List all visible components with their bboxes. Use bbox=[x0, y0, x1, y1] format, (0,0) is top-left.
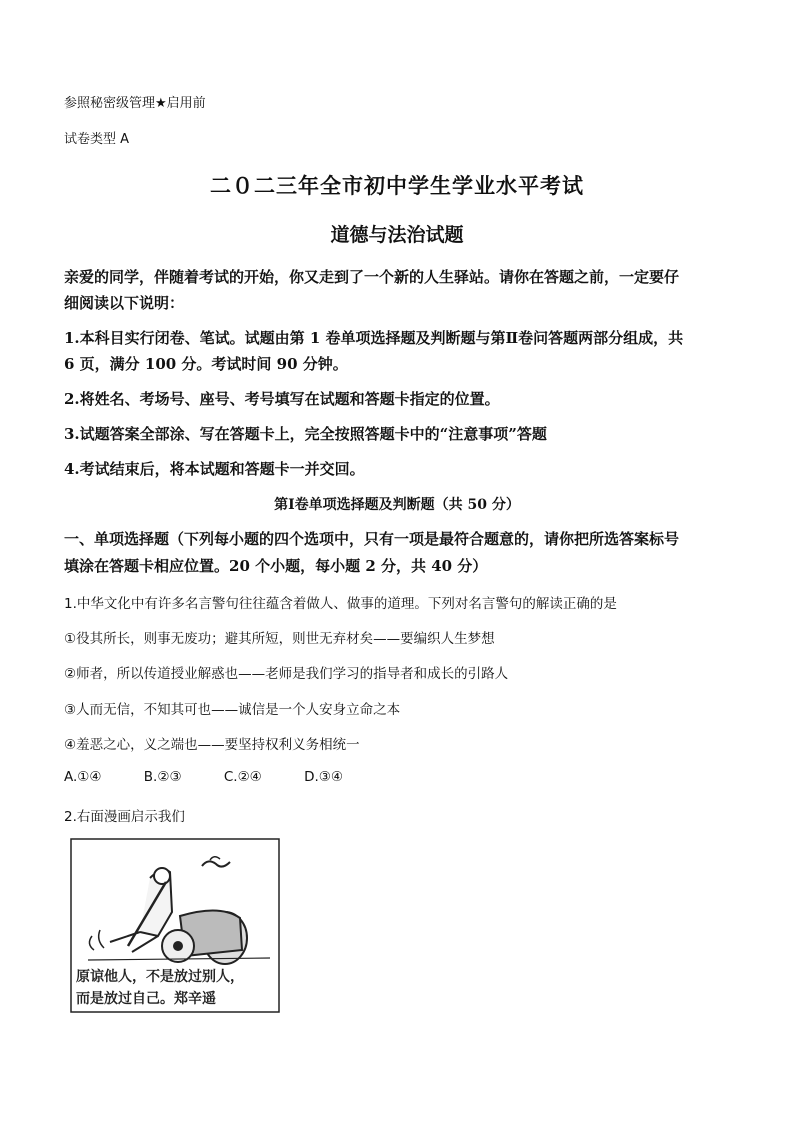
option-d: D.③④ bbox=[304, 769, 343, 785]
instruction-2: 2.将姓名、考场号、座号、考号填写在试题和答题卡指定的位置。 bbox=[64, 390, 500, 408]
exam-subtitle: 道德与法治试题 bbox=[330, 224, 464, 246]
part1-instruction-line-2: 填涂在答题卡相应位置。20 个小题，每小题 2 分，共 40 分） bbox=[64, 557, 488, 575]
question-1-options bbox=[64, 769, 381, 785]
option-c: C.②④ bbox=[223, 769, 262, 785]
option-a: A.①④ bbox=[64, 769, 102, 785]
comic-illustration bbox=[70, 838, 280, 1013]
intro-line-1: 亲爱的同学，伴随着考试的开始，你又走到了一个新的人生驿站。请你在答题之前，一定要仔 bbox=[64, 268, 680, 286]
exam-title: 二０二三年全市初中学生学业水平考试 bbox=[210, 173, 584, 198]
paper-type-label: 试卷类型 A bbox=[64, 132, 130, 147]
question-1-statement-3: ③人而无信，不知其可也——诚信是一个人安身立命之本 bbox=[64, 702, 401, 718]
intro-line-2: 细阅读以下说明： bbox=[64, 294, 185, 312]
part1-instruction-line-1: 一、单项选择题（下列每小题的四个选项中，只有一项是最符合题意的，请你把所选答案标号 bbox=[64, 530, 680, 548]
comic-caption-line-1: 原谅他人，不是放过别人， bbox=[76, 969, 244, 985]
comic-caption-line-2: 而是放过自己。郑辛遥 bbox=[76, 991, 216, 1007]
instruction-4: 4.考试结束后，将本试题和答题卡一并交回。 bbox=[64, 460, 365, 478]
question-1-statement-1: ①役其所长，则事无废功；避其所短，则世无弃材矣——要编织人生梦想 bbox=[64, 631, 495, 647]
question-1-statement-4: ④羞恶之心，义之端也——要坚持权利义务相统一 bbox=[64, 737, 360, 753]
secrecy-label: 参照秘密级管理★启用前 bbox=[64, 96, 206, 111]
instruction-3: 3.试题答案全部涂、写在答题卡上，完全按照答题卡中的“注意事项”答题 bbox=[64, 425, 547, 443]
instruction-1-line-2: 6 页，满分 100 分。考试时间 90 分钟。 bbox=[64, 355, 348, 373]
question-1-stem: 1.中华文化中有许多名言警句往往蕴含着做人、做事的道理。下列对名言警句的解读正确的是 bbox=[64, 596, 617, 612]
question-1-statement-2: ②师者，所以传道授业解惑也——老师是我们学习的指导者和成长的引路人 bbox=[64, 666, 509, 682]
option-b: B.②③ bbox=[143, 769, 182, 785]
comic-drawing bbox=[70, 838, 280, 1013]
section-heading: 第Ⅰ卷单项选择题及判断题（共 50 分） bbox=[274, 497, 520, 513]
instruction-1-line-1: 1.本科目实行闭卷、笔试。试题由第 1 卷单项选择题及判断题与第Ⅱ卷问答题两部分组成，共 bbox=[64, 329, 684, 347]
question-2-stem: 2.右面漫画启示我们 bbox=[64, 809, 185, 825]
